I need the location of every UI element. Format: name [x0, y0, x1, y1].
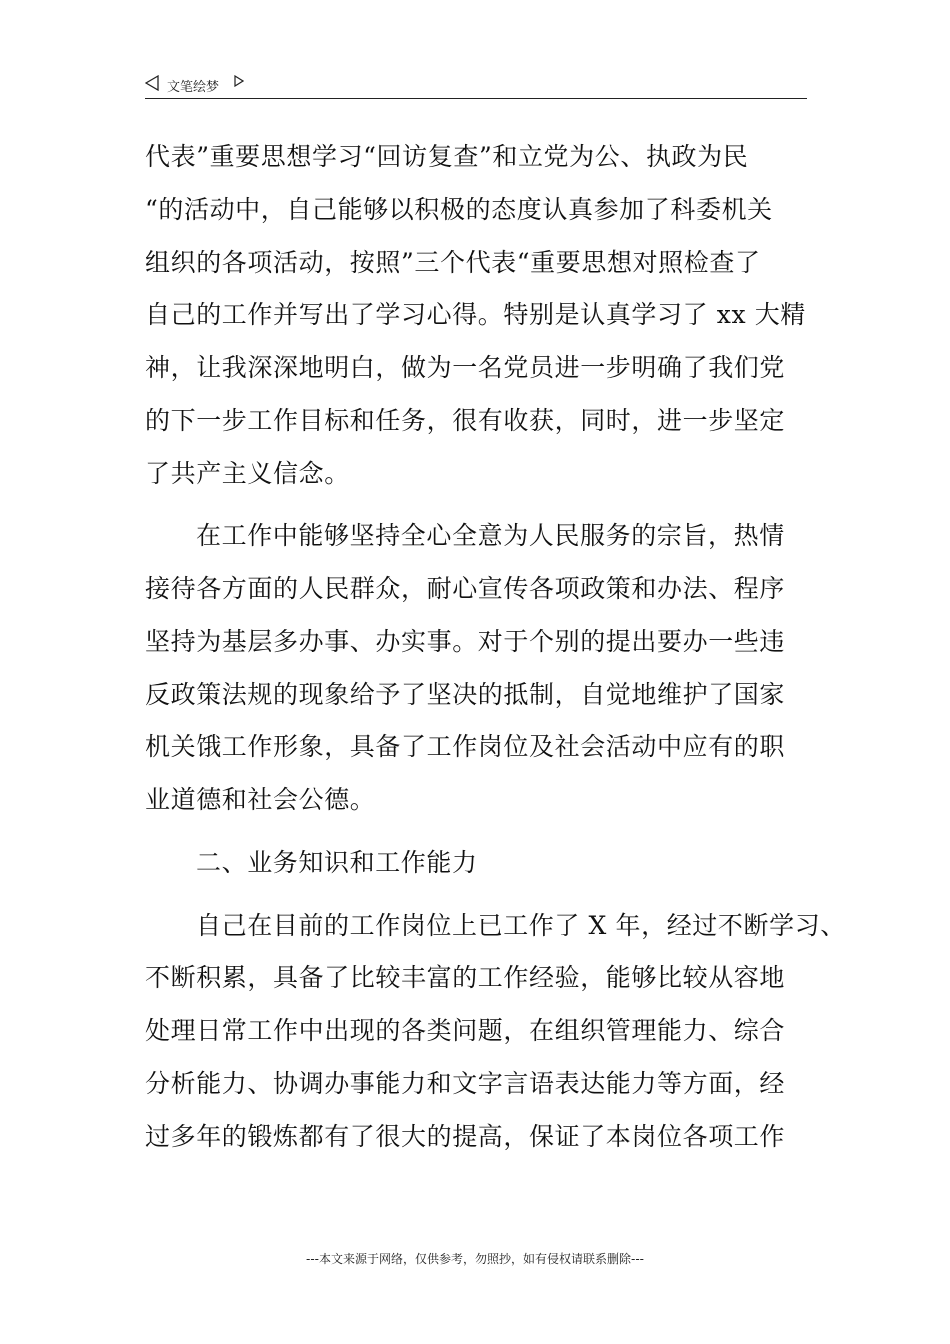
- paragraph-line: 坚持为基层多办事、办实事。对于个别的提出要办一些违: [145, 626, 786, 656]
- paragraph-line: 神，让我深深地明白，做为一名党员进一步明确了我们党: [145, 353, 786, 382]
- paragraph-line: 代表”重要思想学习“回访复查”和立党为公、执政为民: [145, 142, 749, 171]
- section-heading: 二、业务知识和工作能力: [196, 847, 478, 877]
- triangle-right-icon: [234, 75, 244, 87]
- paragraph-line: 组织的各项活动，按照”三个代表“重要思想对照检查了: [145, 247, 761, 277]
- paragraph-line: 的下一步工作目标和任务，很有收获，同时，进一步坚定: [145, 405, 786, 435]
- paragraph-line: “的活动中，自己能够以积极的态度认真参加了科委机关: [145, 194, 773, 224]
- paragraph-line: 自己在目前的工作岗位上已工作了 X 年，经过不断学习、: [196, 910, 846, 940]
- paragraph-line: 反政策法规的现象给予了坚决的抵制，自觉地维护了国家: [145, 679, 786, 709]
- document-body: [145, 131, 846, 1163]
- paragraph-line: 自己的工作并写出了学习心得。特别是认真学习了 xx 大精: [145, 300, 806, 330]
- paragraph-line: 分析能力、协调办事能力和文字言语表达能力等方面，经: [145, 1068, 786, 1098]
- page-header: [145, 72, 807, 99]
- paragraph-line: 不断积累，具备了比较丰富的工作经验，能够比较从容地: [145, 963, 786, 993]
- paragraph-line: 过多年的锻炼都有了很大的提高，保证了本岗位各项工作: [145, 1121, 786, 1151]
- paragraph-line: 在工作中能够坚持全心全意为人民服务的宗旨，热情: [196, 521, 785, 551]
- triangle-left-icon: [145, 75, 159, 91]
- paragraph-line: 处理日常工作中出现的各类问题，在组织管理能力、综合: [145, 1016, 786, 1045]
- paragraph-line: 了共产主义信念。: [145, 458, 350, 488]
- paragraph-line: 机关饿工作形象，具备了工作岗位及社会活动中应有的职: [145, 732, 786, 762]
- header-title: 文笔绘梦: [167, 80, 220, 95]
- paragraph-line: 业道德和社会公德。: [145, 785, 376, 814]
- paragraph-line: 接待各方面的人民群众，耐心宣传各项政策和办法、程序: [145, 574, 786, 603]
- footer-disclaimer: ---本文来源于网络，仅供参考，勿照抄，如有侵权请联系删除---: [306, 1252, 644, 1266]
